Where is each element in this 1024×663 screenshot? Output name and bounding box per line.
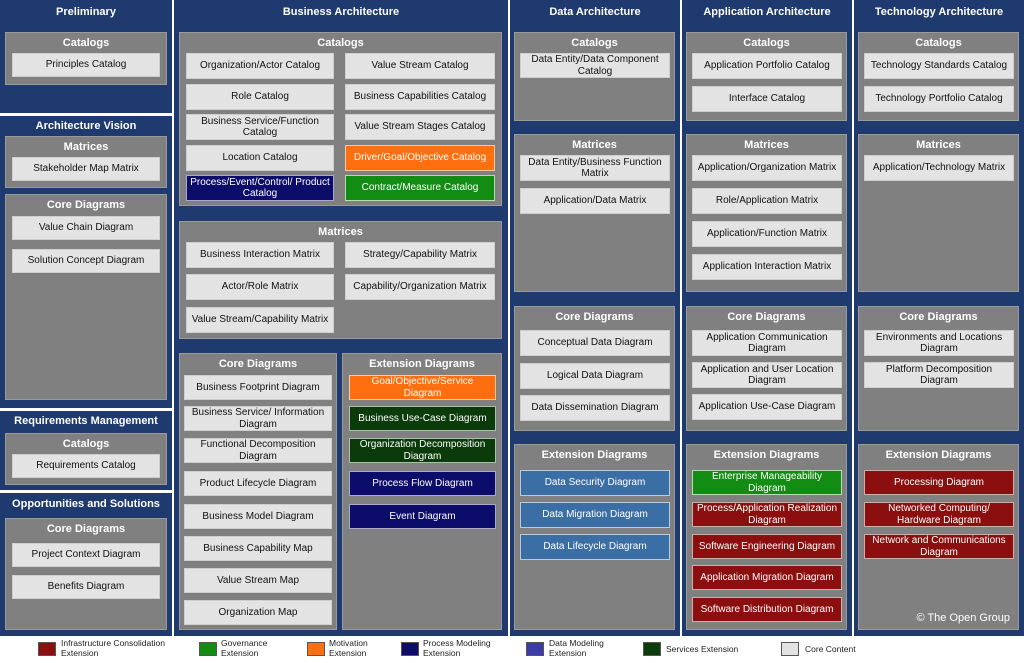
section-header-vision: Architecture Vision xyxy=(35,120,137,132)
data-dissemination-diagram: Data Dissemination Diagram xyxy=(520,395,670,421)
vision-matrices-panel xyxy=(5,136,167,188)
process-flow-diagram: Process Flow Diagram xyxy=(349,471,496,496)
opportunities-core-diagrams-panel xyxy=(5,518,167,630)
column-header-data: Data Architecture xyxy=(549,6,641,18)
panel-title: Matrices xyxy=(63,141,109,153)
business-model-diagram: Business Model Diagram xyxy=(184,504,332,529)
panel-title: Core Diagrams xyxy=(46,199,126,211)
principles-catalog: Principles Catalog xyxy=(12,53,160,77)
technology-standards-catalog: Technology Standards Catalog xyxy=(864,53,1014,79)
technology-matrices-panel xyxy=(858,134,1019,292)
legend-label-data-modeling: Data Modeling Extension xyxy=(549,638,604,658)
data-extension-diagrams-panel xyxy=(514,444,675,630)
technology-portfolio-catalog: Technology Portfolio Catalog xyxy=(864,86,1014,112)
interface-catalog: Interface Catalog xyxy=(692,86,842,112)
business-core-diagrams-panel xyxy=(179,353,337,630)
section-header-requirements: Requirements Management xyxy=(14,415,158,427)
functional-decomposition-diagram: Functional Decomposition Diagram xyxy=(184,438,332,463)
legend-label-services: Services Extension xyxy=(666,644,739,654)
panel-title: Core Diagrams xyxy=(727,311,806,323)
enterprise-manageability-diagram: Enterprise Manageability Diagram xyxy=(692,470,842,495)
data-catalogs-panel xyxy=(514,32,675,121)
product-lifecycle-diagram: Product Lifecycle Diagram xyxy=(184,471,332,496)
application-user-location-diagram: Application and User Location Diagram xyxy=(692,362,842,388)
application-use-case-diagram: Application Use-Case Diagram xyxy=(692,394,842,420)
capability-organization-matrix: Capability/Organization Matrix xyxy=(345,274,495,300)
strategy-capability-matrix: Strategy/Capability Matrix xyxy=(345,242,495,268)
panel-title: Extension Diagrams xyxy=(369,358,475,370)
panel-title: Extension Diagrams xyxy=(885,449,992,461)
business-matrices-panel xyxy=(179,221,502,339)
column-header-application: Application Architecture xyxy=(703,6,831,18)
application-catalogs-panel xyxy=(686,32,847,121)
column-header-preliminary: Preliminary xyxy=(56,6,116,18)
legend-swatch-services xyxy=(643,642,661,656)
panel-title: Matrices xyxy=(318,226,363,238)
process-event-control-product-catalog: Process/Event/Control/ Product Catalog xyxy=(186,175,334,201)
separator xyxy=(0,408,172,411)
solution-concept-diagram: Solution Concept Diagram xyxy=(12,249,160,273)
software-engineering-diagram: Software Engineering Diagram xyxy=(692,534,842,559)
business-interaction-matrix: Business Interaction Matrix xyxy=(186,242,334,268)
legend-swatch-process-modeling xyxy=(401,642,419,656)
technology-extension-diagrams-panel xyxy=(858,444,1019,630)
legend-swatch-core-content xyxy=(781,642,799,656)
role-catalog: Role Catalog xyxy=(186,84,334,110)
processing-diagram: Processing Diagram xyxy=(864,470,1014,495)
technology-catalogs-panel xyxy=(858,32,1019,121)
application-extension-diagrams-panel xyxy=(686,444,847,630)
location-catalog: Location Catalog xyxy=(186,145,334,171)
role-application-matrix: Role/Application Matrix xyxy=(692,188,842,214)
networked-computing-hardware-diagram: Networked Computing/ Hardware Diagram xyxy=(864,502,1014,527)
panel-title: Catalogs xyxy=(743,37,790,49)
data-migration-diagram: Data Migration Diagram xyxy=(520,502,670,528)
application-interaction-matrix: Application Interaction Matrix xyxy=(692,254,842,280)
value-stream-stages-catalog: Value Stream Stages Catalog xyxy=(345,114,495,140)
value-chain-diagram: Value Chain Diagram xyxy=(12,216,160,240)
panel-title: Matrices xyxy=(572,139,617,151)
platform-decomposition-diagram: Platform Decomposition Diagram xyxy=(864,362,1014,388)
application-communication-diagram: Application Communication Diagram xyxy=(692,330,842,356)
organization-decomposition-diagram: Organization Decomposition Diagram xyxy=(349,438,496,463)
business-use-case-diagram: Business Use-Case Diagram xyxy=(349,406,496,431)
event-diagram: Event Diagram xyxy=(349,504,496,529)
business-service-function-catalog: Business Service/Function Catalog xyxy=(186,114,334,140)
business-capabilities-catalog: Business Capabilities Catalog xyxy=(345,84,495,110)
panel-title: Matrices xyxy=(916,139,961,151)
panel-title: Extension Diagrams xyxy=(541,449,648,461)
organization-map: Organization Map xyxy=(184,600,332,625)
application-portfolio-catalog: Application Portfolio Catalog xyxy=(692,53,842,79)
panel-title: Catalogs xyxy=(317,37,364,49)
legend-label-governance: Governance Extension xyxy=(221,638,268,658)
organization-actor-catalog: Organization/Actor Catalog xyxy=(186,53,334,79)
legend-swatch-infrastructure xyxy=(38,642,56,656)
separator xyxy=(0,490,172,493)
project-context-diagram: Project Context Diagram xyxy=(12,543,160,567)
logical-data-diagram: Logical Data Diagram xyxy=(520,363,670,389)
column-header-business: Business Architecture xyxy=(282,6,400,18)
data-lifecycle-diagram: Data Lifecycle Diagram xyxy=(520,534,670,560)
legend-label-process-modeling: Process Modeling Extension xyxy=(423,638,491,658)
copyright-notice: © The Open Group xyxy=(916,612,1010,624)
column-header-technology: Technology Architecture xyxy=(874,6,1004,18)
application-migration-diagram: Application Migration Diagram xyxy=(692,565,842,590)
data-matrices-panel xyxy=(514,134,675,292)
panel-title: Matrices xyxy=(744,139,789,151)
business-footprint-diagram: Business Footprint Diagram xyxy=(184,375,332,400)
software-distribution-diagram: Software Distribution Diagram xyxy=(692,597,842,622)
legend-swatch-governance xyxy=(199,642,217,656)
stakeholder-map-matrix: Stakeholder Map Matrix xyxy=(12,157,160,181)
business-catalogs-panel xyxy=(179,32,502,206)
driver-goal-objective-catalog: Driver/Goal/Objective Catalog xyxy=(345,145,495,171)
data-security-diagram: Data Security Diagram xyxy=(520,470,670,496)
legend-swatch-motivation xyxy=(307,642,325,656)
section-header-opportunities: Opportunities and Solutions xyxy=(12,498,160,510)
application-technology-matrix: Application/Technology Matrix xyxy=(864,155,1014,181)
data-entity-business-function-matrix: Data Entity/Business Function Matrix xyxy=(520,155,670,181)
panel-title: Catalogs xyxy=(915,37,962,49)
separator xyxy=(0,113,172,116)
requirements-catalogs-panel xyxy=(5,433,167,485)
legend-label-core-content: Core Content xyxy=(805,644,856,654)
legend-swatch-data-modeling xyxy=(526,642,544,656)
business-service-information-diagram: Business Service/ Information Diagram xyxy=(184,406,332,431)
panel-title: Core Diagrams xyxy=(46,523,126,535)
network-communications-diagram: Network and Communications Diagram xyxy=(864,534,1014,559)
actor-role-matrix: Actor/Role Matrix xyxy=(186,274,334,300)
conceptual-data-diagram: Conceptual Data Diagram xyxy=(520,330,670,356)
panel-title: Catalogs xyxy=(62,438,110,450)
legend-label-infrastructure: Infrastructure Consolidation Extension xyxy=(61,638,165,658)
vision-core-diagrams-panel xyxy=(5,194,167,400)
legend-label-motivation: Motivation Extension xyxy=(329,638,368,658)
application-matrices-panel xyxy=(686,134,847,292)
contract-measure-catalog: Contract/Measure Catalog xyxy=(345,175,495,201)
panel-title: Extension Diagrams xyxy=(713,449,820,461)
value-stream-capability-matrix: Value Stream/Capability Matrix xyxy=(186,307,334,333)
value-stream-map: Value Stream Map xyxy=(184,568,332,593)
application-function-matrix: Application/Function Matrix xyxy=(692,221,842,247)
business-extension-diagrams-panel xyxy=(342,353,502,630)
process-application-realization-diagram: Process/Application Realization Diagram xyxy=(692,502,842,527)
technology-core-diagrams-panel xyxy=(858,306,1019,431)
panel-title: Core Diagrams xyxy=(218,358,298,370)
application-data-matrix: Application/Data Matrix xyxy=(520,188,670,214)
goal-objective-service-diagram: Goal/Objective/Service Diagram xyxy=(349,375,496,400)
application-organization-matrix: Application/Organization Matrix xyxy=(692,155,842,181)
requirements-catalog: Requirements Catalog xyxy=(12,454,160,478)
preliminary-catalogs-panel xyxy=(5,32,167,85)
panel-title: Catalogs xyxy=(571,37,618,49)
benefits-diagram: Benefits Diagram xyxy=(12,575,160,599)
value-stream-catalog: Value Stream Catalog xyxy=(345,53,495,79)
panel-title: Catalogs xyxy=(62,37,110,49)
application-core-diagrams-panel xyxy=(686,306,847,431)
data-core-diagrams-panel xyxy=(514,306,675,431)
panel-title: Core Diagrams xyxy=(555,311,634,323)
panel-title: Core Diagrams xyxy=(899,311,978,323)
environments-locations-diagram: Environments and Locations Diagram xyxy=(864,330,1014,356)
data-entity-data-component-catalog: Data Entity/Data Component Catalog xyxy=(520,53,670,78)
business-capability-map: Business Capability Map xyxy=(184,536,332,561)
